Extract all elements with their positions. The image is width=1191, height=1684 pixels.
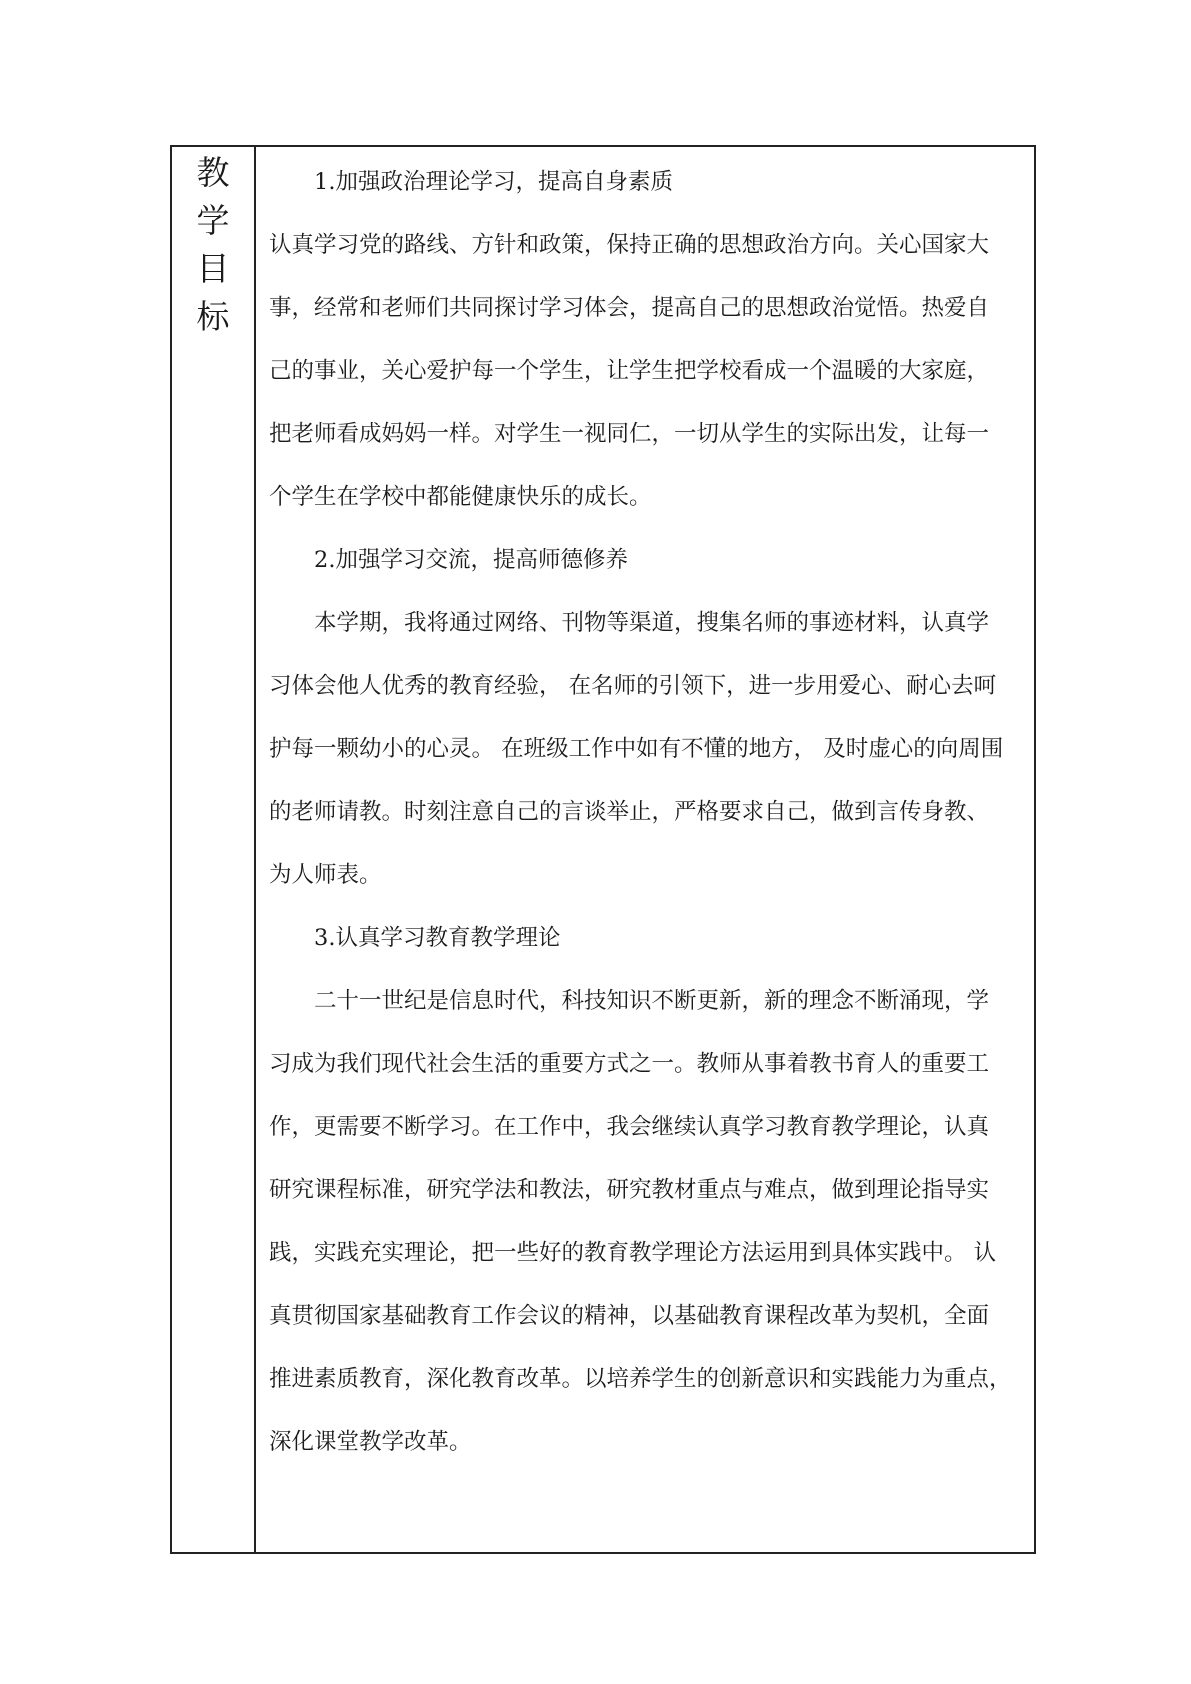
text-line: 2.加强学习交流，提高师德修养 [314, 547, 628, 573]
goals-table [170, 145, 1036, 1554]
text-line: 为人师表。 [269, 862, 382, 888]
label-char: 教 [196, 153, 230, 192]
text-line: 推进素质教育，深化教育改革。以培养学生的创新意识和实践能力为重点， [269, 1366, 1012, 1392]
text-line: 二十一世纪是信息时代，科技知识不断更新，新的理念不断涌现，学 [314, 988, 990, 1014]
text-line: 把老师看成妈妈一样。对学生一视同仁，一切从学生的实际出发，让每一 [269, 421, 990, 447]
text-line: 护每一颗幼小的心灵。 在班级工作中如有不懂的地方， 及时虚心的向周围 [269, 736, 1004, 762]
label-char: 标 [196, 297, 230, 336]
text-line: 践，实践充实理论，把一些好的教育教学理论方法运用到具体实践中。 认 [269, 1240, 997, 1266]
text-line: 研究课程标准，研究学法和教法，研究教材重点与难点，做到理论指导实 [269, 1177, 990, 1203]
text-line: 真贯彻国家基础教育工作会议的精神，以基础教育课程改革为契机，全面 [269, 1303, 990, 1329]
text-line: 本学期，我将通过网络、刊物等渠道，搜集名师的事迹材料，认真学 [314, 610, 990, 636]
text-line: 认真学习党的路线、方针和政策，保持正确的思想政治方向。关心国家大 [269, 232, 990, 258]
text-line: 事，经常和老师们共同探讨学习体会，提高自己的思想政治觉悟。热爱自 [269, 295, 990, 321]
label-column [172, 147, 256, 1552]
text-line: 1.加强政治理论学习，提高自身素质 [314, 169, 673, 195]
label-char: 学 [196, 201, 230, 240]
label-char: 目 [196, 249, 230, 288]
text-line: 作，更需要不断学习。在工作中，我会继续认真学习教育教学理论，认真 [269, 1114, 990, 1140]
content-column [256, 147, 1034, 1552]
text-line: 习体会他人优秀的教育经验， 在名师的引领下，进一步用爱心、耐心去呵 [269, 673, 997, 699]
text-line: 深化课堂教学改革。 [269, 1429, 472, 1455]
text-line: 个学生在学校中都能健康快乐的成长。 [269, 484, 652, 510]
text-line: 的老师请教。时刻注意自己的言谈举止，严格要求自己，做到言传身教、 [269, 799, 990, 825]
text-line: 3.认真学习教育教学理论 [314, 925, 561, 951]
text-line: 习成为我们现代社会生活的重要方式之一。教师从事着教书育人的重要工 [269, 1051, 990, 1077]
text-line: 己的事业，关心爱护每一个学生，让学生把学校看成一个温暖的大家庭， [269, 358, 990, 384]
